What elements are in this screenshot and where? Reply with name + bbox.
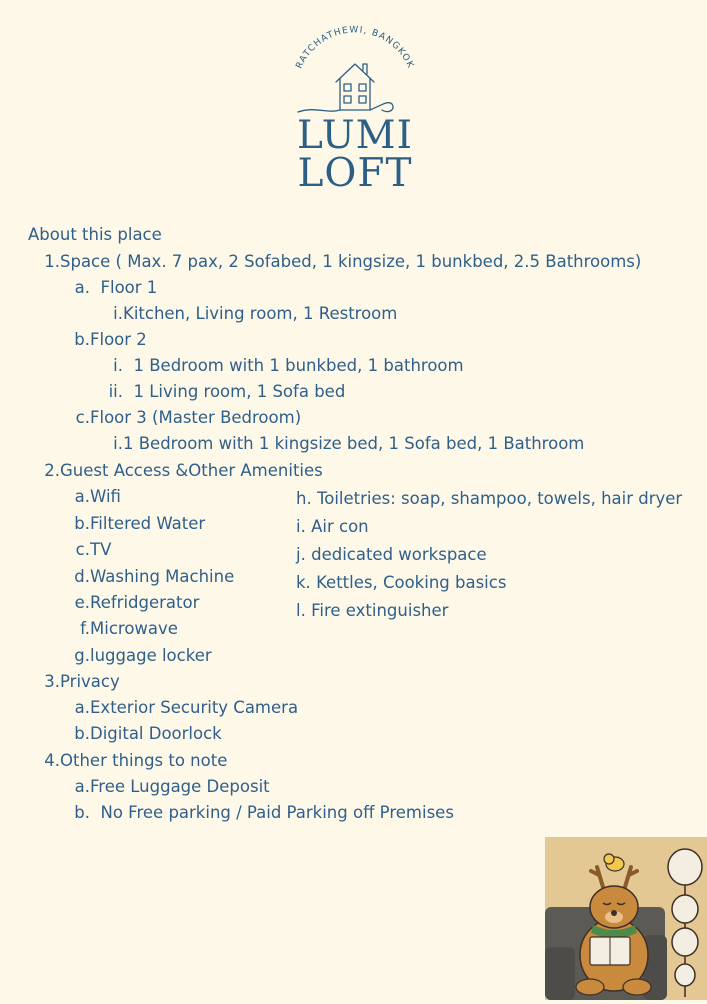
floor-1-item: a. Floor 1	[74, 278, 158, 297]
amenity-item: a.Wifi	[74, 487, 121, 506]
section-title: Guest Access &Other Amenities	[60, 461, 323, 480]
amenity-item: h. Toiletries: soap, shampoo, towels, hair dryer	[296, 489, 683, 508]
privacy-item: a.Exterior Security Camera	[74, 698, 299, 717]
house-logo-icon	[270, 20, 440, 120]
note-item: b. No Free parking / Paid Parking off Premises	[74, 803, 454, 822]
floor-2-subitem: i. 1 Bedroom with 1 bunkbed, 1 bathroom	[113, 356, 464, 375]
floor-1-subitem: i.Kitchen, Living room, 1 Restroom	[113, 304, 398, 323]
section-title: Privacy	[60, 672, 120, 691]
amenity-item: g.luggage locker	[74, 646, 212, 665]
amenity-item: c.TV	[75, 540, 112, 559]
floor-2-subitem: ii. 1 Living room, 1 Sofa bed	[108, 382, 346, 401]
section-number: 3.	[44, 672, 60, 691]
amenity-item: l. Fire extinguisher	[296, 601, 449, 620]
section-number: 4.	[44, 751, 60, 770]
amenity-item: i. Air con	[296, 517, 369, 536]
section-title: Other things to note	[60, 751, 228, 770]
brand-logo	[270, 20, 440, 195]
logo-word-lumi: LUMI	[297, 113, 413, 158]
floor-2-item: b.Floor 2	[74, 330, 147, 349]
floor-3-item: c.Floor 3 (Master Bedroom)	[75, 408, 302, 427]
privacy-item: b.Digital Doorlock	[74, 724, 222, 743]
section-privacy	[30, 672, 120, 692]
floor-3-subitem: i.1 Bedroom with 1 kingsize bed, 1 Sofa bed, 1 Bathroom	[113, 434, 585, 453]
amenity-item: d.Washing Machine	[74, 567, 235, 586]
section-space	[30, 252, 641, 272]
logo-word-loft: LOFT	[297, 151, 413, 196]
amenity-item: k. Kettles, Cooking basics	[296, 573, 507, 592]
section-title: Space ( Max. 7 pax, 2 Sofabed, 1 kingsize, 1 bunkbed, 2.5 Bathrooms)	[60, 252, 642, 271]
section-notes	[30, 751, 227, 771]
amenity-item: b.Filtered Water	[74, 514, 206, 533]
amenity-item: f.Microwave	[80, 619, 178, 638]
note-item: a.Free Luggage Deposit	[74, 777, 270, 796]
amenity-item: e.Refridgerator	[74, 593, 200, 612]
logo-tagline: RATCHATHEWI, BANGKOK	[294, 25, 416, 71]
reindeer-illustration-icon	[545, 837, 707, 1000]
section-number: 1.	[44, 252, 60, 271]
section-number: 2.	[44, 461, 60, 480]
section-amenities	[30, 461, 323, 481]
amenity-item: j. dedicated workspace	[296, 545, 487, 564]
page-heading: About this place	[28, 225, 162, 244]
